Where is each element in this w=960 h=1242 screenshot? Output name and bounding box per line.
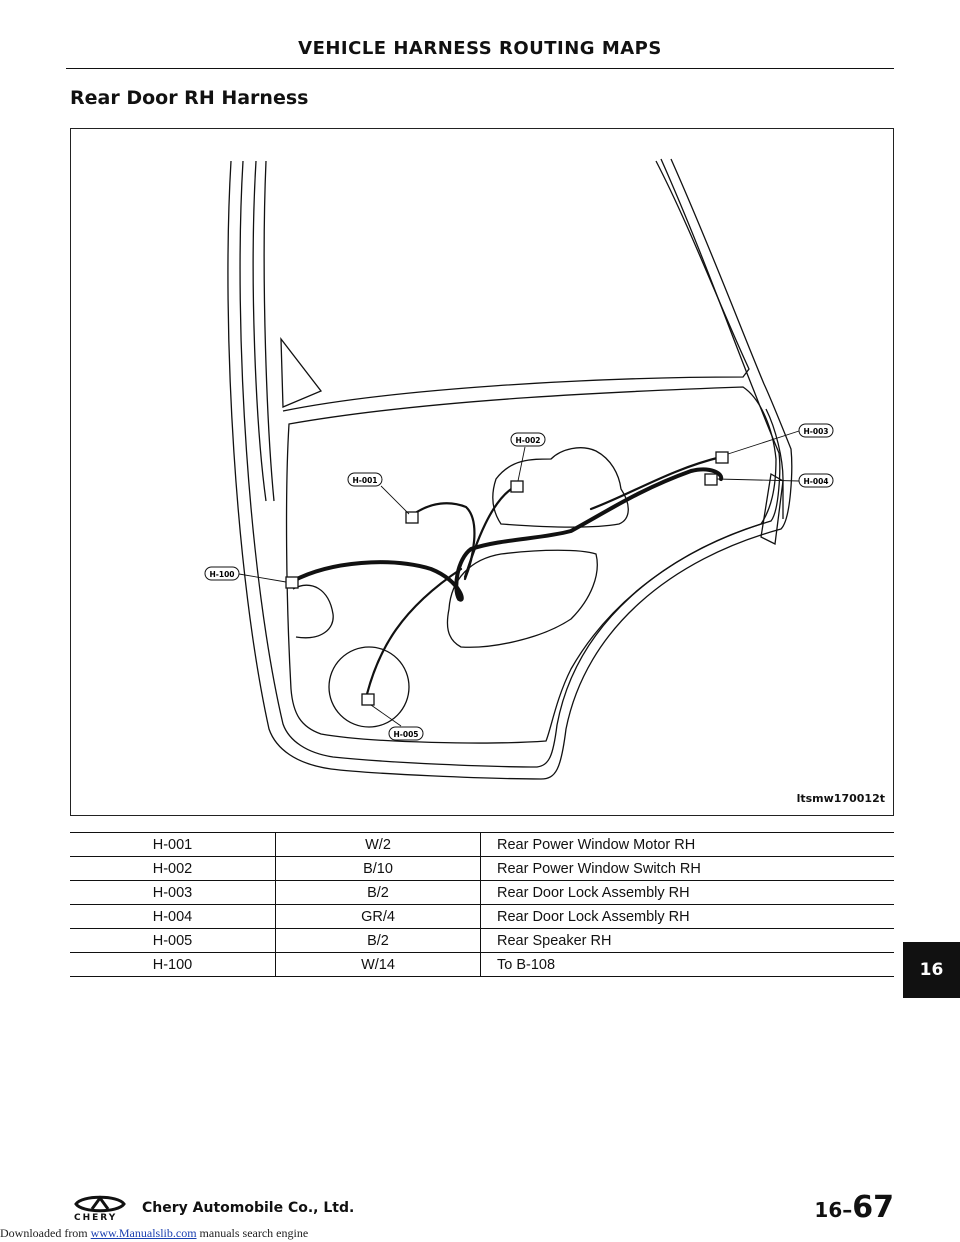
connector-spec: W/2	[276, 833, 481, 857]
label-h100: H-100	[209, 570, 235, 579]
connector-h002	[511, 481, 523, 492]
window-corner	[281, 339, 321, 407]
watermark-link[interactable]: www.Manualslib.com	[90, 1226, 197, 1240]
connector-table	[70, 832, 894, 977]
section-title: Rear Door RH Harness	[70, 87, 309, 109]
page-header-title: VEHICLE HARNESS ROUTING MAPS	[298, 38, 662, 59]
chapter-tab: 16	[903, 942, 960, 998]
connector-spec: W/14	[276, 953, 481, 977]
page-number	[814, 1190, 894, 1225]
label-h001: H-001	[352, 476, 378, 485]
connector-code: H-001	[70, 833, 276, 857]
panel-cutout-left	[293, 585, 333, 638]
connector-h004	[705, 474, 717, 485]
label-h003: H-003	[803, 427, 829, 436]
connector-description: Rear Speaker RH	[481, 929, 895, 953]
watermark-prefix: Downloaded from	[0, 1226, 91, 1240]
connector-description: Rear Power Window Switch RH	[481, 857, 895, 881]
connector-spec: B/2	[276, 881, 481, 905]
window-opening	[283, 161, 749, 411]
table-row	[70, 929, 894, 953]
connector-description: Rear Power Window Motor RH	[481, 833, 895, 857]
connector-h001	[406, 512, 418, 523]
download-watermark	[0, 1226, 308, 1241]
table-row	[70, 857, 894, 881]
connector-code: H-004	[70, 905, 276, 929]
page-num: 67	[852, 1190, 894, 1225]
table-row	[70, 881, 894, 905]
label-h005: H-005	[393, 730, 419, 739]
footer-company: Chery Automobile Co., Ltd.	[142, 1200, 355, 1216]
connector-description: Rear Door Lock Assembly RH	[481, 881, 895, 905]
connector-code: H-100	[70, 953, 276, 977]
footer-brand: CHERY	[74, 1213, 118, 1223]
header-rule	[66, 68, 894, 69]
chery-logo-icon	[72, 1193, 128, 1215]
connector-h005	[362, 694, 374, 705]
connector-code: H-005	[70, 929, 276, 953]
watermark-suffix: manuals search engine	[196, 1226, 309, 1240]
label-h004: H-004	[803, 477, 829, 486]
page-section: 16–	[814, 1198, 853, 1222]
connector-code: H-003	[70, 881, 276, 905]
connector-spec: GR/4	[276, 905, 481, 929]
table-row	[70, 905, 894, 929]
table-row	[70, 953, 894, 977]
branch-wires	[367, 457, 721, 694]
connector-spec: B/2	[276, 929, 481, 953]
connector-code: H-002	[70, 857, 276, 881]
harness-figure	[70, 128, 894, 816]
figure-id: ltsmw170012t	[796, 792, 885, 805]
connector-h003	[716, 452, 728, 463]
connector-h100	[286, 577, 298, 588]
label-h002: H-002	[515, 436, 541, 445]
connector-description: Rear Door Lock Assembly RH	[481, 905, 895, 929]
main-harness	[293, 469, 721, 599]
table-row	[70, 833, 894, 857]
connector-description: To B-108	[481, 953, 895, 977]
door-harness-diagram	[71, 129, 895, 817]
connector-spec: B/10	[276, 857, 481, 881]
